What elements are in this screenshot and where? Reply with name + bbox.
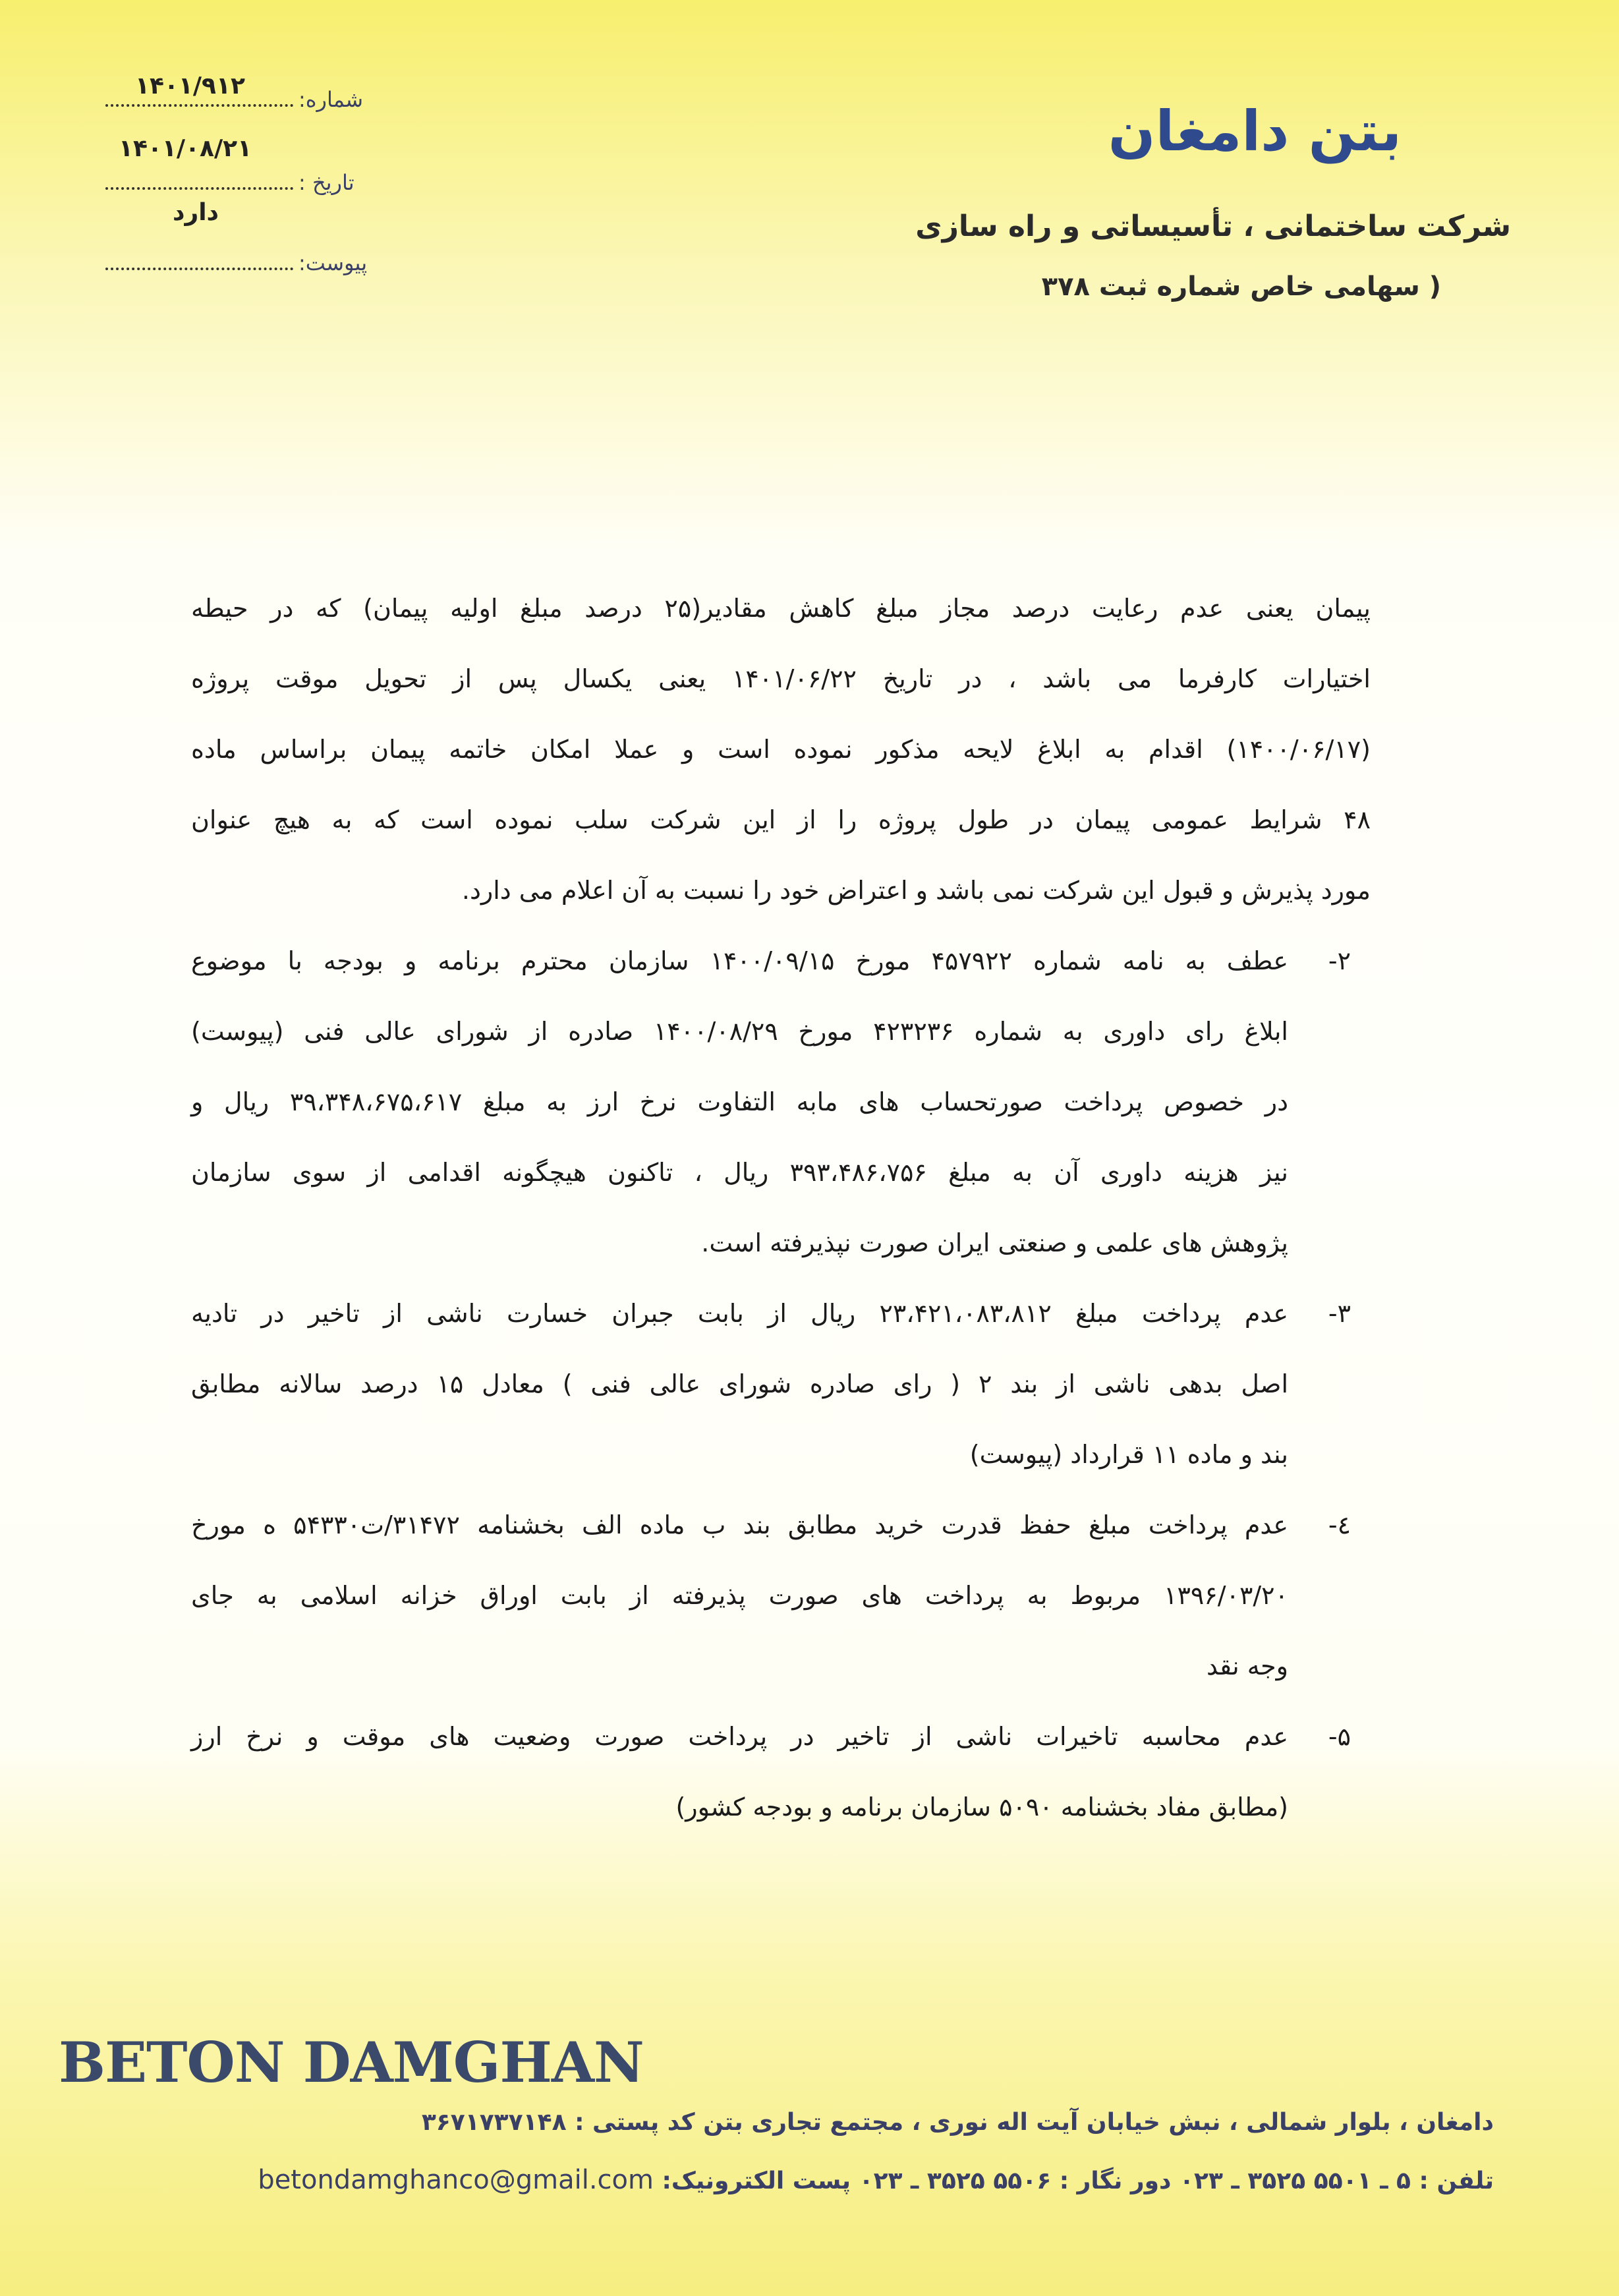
letter-date-value: ۱۴۰۱/۰۸/۲۱	[119, 135, 252, 162]
body-line: پژوهش های علمی و صنعتی ایران صورت نپذیرفته است.	[701, 1228, 1288, 1257]
body-line: عدم پرداخت مبلغ حفظ قدرت خرید مطابق بند ب ماده الف بخشنامه ۳۱۴۷۲/ت۵۴۳۳۰ ه مورخ	[191, 1510, 1288, 1539]
registration-text: ( سهامی خاص شماره ثبت ۳۷۸	[1041, 272, 1441, 302]
body-line: ابلاغ رای داوری به شماره ۴۲۳۲۳۶ مورخ ۱۴۰۰/۰۸/۲۹ صادره از شورای عالی فنی (پیوست)	[191, 1017, 1288, 1046]
body-line: عطف به نامه شماره ۴۵۷۹۲۲ مورخ ۱۴۰۰/۰۹/۱۵ سازمان محترم برنامه و بودجه با موضوع	[191, 946, 1288, 975]
footer-phone: تلفن : ۵ ـ ۵۵۰۱ ۳۵۲۵ ـ ۰۲۳ دور نگار : ۵۵۰۶ ۳۵۲۵ ـ ۰۲۳ پست الکترونیک:	[662, 2167, 1494, 2195]
attachment-value: دارد	[173, 199, 219, 226]
item-marker: ٤-	[1328, 1510, 1351, 1539]
dotted-line	[105, 181, 293, 190]
footer-contact	[258, 2165, 1494, 2195]
item-marker: ۳-	[1328, 1299, 1351, 1328]
letter-number-value: ۱۴۰۱/۹۱۲	[135, 72, 245, 100]
letter-body	[191, 573, 1371, 1843]
item-marker: ۵-	[1328, 1722, 1351, 1751]
list-item-5	[191, 1702, 1351, 1843]
body-line: در خصوص پرداخت صورتحساب های مابه التفاوت نرخ ارز به مبلغ ۳۹،۳۴۸،۶۷۵،۶۱۷ ریال و	[191, 1087, 1289, 1116]
intro-paragraph	[191, 573, 1371, 926]
letter-number-label: شماره:	[298, 87, 364, 112]
body-line: (مطابق مفاد بخشنامه ۵۰۹۰ سازمان برنامه و بودجه کشور)	[675, 1793, 1288, 1822]
body-line: بند و ماده ۱۱ قرارداد (پیوست)	[969, 1440, 1288, 1469]
footer-email[interactable]: betondamghanco@gmail.com	[258, 2165, 654, 2195]
attachment-field	[105, 250, 367, 275]
letter-number-field	[105, 87, 363, 112]
company-logo-text: بتن دامغان	[1108, 99, 1402, 163]
company-description: شرکت ساختمانی ، تأسیساتی و راه سازی	[915, 210, 1511, 243]
body-line: مورد پذیرش و قبول این شرکت نمی باشد و اعتراض خود را نسبت به آن اعلام می دارد.	[461, 876, 1371, 905]
list-item-3	[191, 1278, 1351, 1490]
body-line: (۱۴۰۰/۰۶/۱۷) اقدام به ابلاغ لایحه مذکور نموده است و عملا امکان خاتمه پیمان براساس ماده	[191, 735, 1371, 764]
body-line: نیز هزینه داوری آن به مبلغ ۳۹۳،۴۸۶،۷۵۶ ریال ، تاکنون هیچگونه اقدامی از سوی سازمان	[191, 1158, 1288, 1187]
letter-date-label: تاریخ :	[298, 170, 355, 195]
footer-address: دامغان ، بلوار شمالی ، نبش خیابان آیت اله نوری ، مجتمع تجاری بتن کد پستی : ۳۶۷۱۷۳۷۱۴۸	[421, 2109, 1494, 2136]
registration-info	[1042, 272, 1441, 302]
body-line: ۴۸ شرایط عمومی پیمان در طول پروژه را از این شرکت سلب نموده است که به هیچ عنوان	[191, 805, 1371, 834]
dotted-line	[105, 98, 293, 107]
item-marker: ۲-	[1328, 946, 1351, 975]
body-line: اصل بدهی ناشی از بند ۲ ( رای صادره شورای عالی فنی ) معادل ۱۵ درصد سالانه مطابق	[191, 1369, 1289, 1398]
letter-date-field	[105, 170, 355, 195]
body-line: ۱۳۹۶/۰۳/۲۰ مربوط به پرداخت های صورت پذیرفته از بابت اوراق خزانه اسلامی به جای	[191, 1581, 1288, 1610]
body-line: عدم پرداخت مبلغ ۲۳،۴۲۱،۰۸۳،۸۱۲ ریال از بابت جبران خسارت ناشی از تاخیر در تادیه	[191, 1299, 1288, 1328]
body-line: وجه نقد	[1206, 1651, 1288, 1680]
list-item-4	[191, 1490, 1351, 1702]
list-item-2	[191, 926, 1351, 1278]
dotted-line	[105, 261, 293, 270]
body-line: پیمان یعنی عدم رعایت درصد مجاز مبلغ کاهش مقادیر(۲۵ درصد مبلغ اولیه پیمان) که در حیطه	[191, 594, 1371, 623]
company-name-english: BETON DAMGHAN	[59, 2030, 644, 2095]
attachment-label: پیوست:	[298, 250, 368, 275]
body-line: اختیارات کارفرما می باشد ، در تاریخ ۱۴۰۱/۰۶/۲۲ یعنی یکسال پس از تحویل موقت پروژه	[191, 664, 1371, 693]
body-line: عدم محاسبه تاخیرات ناشی از تاخیر در پرداخت صورت وضعیت های موقت و نرخ ارز	[191, 1722, 1288, 1751]
